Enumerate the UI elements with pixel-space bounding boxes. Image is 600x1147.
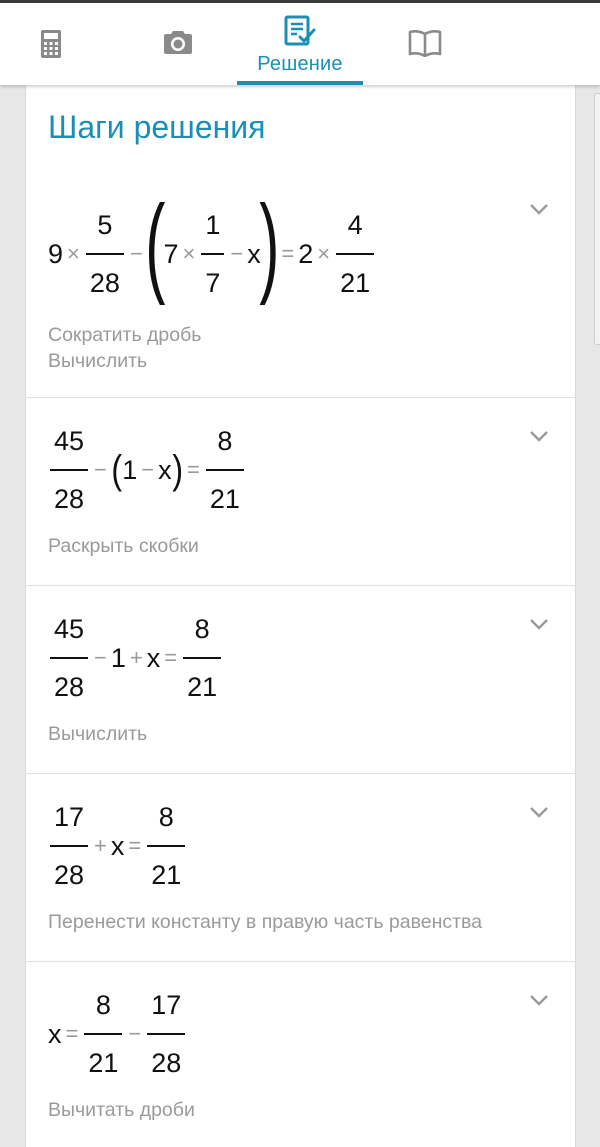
operator: − [141,457,155,482]
step-description-line: Раскрыть скобки [48,535,199,557]
left-paren: ( [111,448,122,492]
denominator: 28 [54,860,85,890]
step-description-line: Сократить дробь [48,324,202,346]
denominator: 28 [54,672,85,702]
fraction [201,210,224,298]
step-4-expression [48,796,187,896]
denominator: 21 [151,860,182,890]
variable: x [146,642,161,673]
step-description-line: Вычитать дроби [48,1099,195,1121]
fraction-bar [147,1033,185,1035]
fraction-bar [50,845,88,847]
number: 7 [163,238,179,269]
denominator: 21 [209,484,240,514]
step-3-expression [48,608,223,708]
chevron-down-icon[interactable] [529,203,549,215]
tab-camera[interactable] [115,3,241,85]
numerator: 8 [158,802,174,832]
step-5-description [48,1097,195,1123]
denominator: 21 [88,1048,119,1078]
fraction [50,614,88,702]
step-2[interactable] [26,397,577,585]
step-description-line: Перенести константу в правую часть равенства [48,911,483,933]
step-1-description [48,322,201,374]
right-paren: ) [258,183,280,306]
fraction-bar [86,253,124,255]
fraction [206,426,244,514]
fraction [84,990,122,1078]
operator: − [230,241,244,266]
fraction-bar [147,845,185,847]
step-3-description [48,721,147,747]
numerator: 8 [194,614,210,644]
operator: − [128,1021,142,1046]
step-5-expression [48,984,187,1084]
fraction-bar [183,657,221,659]
side-scroll-handle[interactable] [594,93,600,345]
equals-sign: = [128,833,142,858]
fraction-bar [84,1033,122,1035]
numerator: 17 [54,802,85,832]
left-paren: ( [145,183,166,306]
fraction-bar [201,253,224,255]
camera-icon [163,29,193,55]
step-1[interactable] [26,175,577,397]
operator: − [94,457,107,482]
fraction [147,990,185,1078]
book-icon [408,29,442,57]
numerator: 5 [97,210,113,240]
step-4[interactable] [26,773,577,961]
number: 1 [110,642,126,673]
fraction [50,426,88,514]
step-1-expression [48,183,376,315]
denominator: 28 [54,484,85,514]
equals-sign: = [281,241,295,266]
step-5[interactable] [26,961,577,1147]
numerator: 8 [217,426,233,456]
top-tab-bar [0,0,600,85]
chevron-down-icon[interactable] [529,430,549,442]
equals-sign: = [65,1021,79,1046]
numerator: 45 [54,426,85,456]
step-3[interactable] [26,585,577,773]
fraction [50,802,88,890]
fraction [147,802,185,890]
step-4-description [48,909,482,935]
right-paren: ) [171,448,183,492]
numerator: 1 [205,210,221,240]
document-check-icon [283,15,317,47]
tab-calculator[interactable] [0,3,114,85]
number: 2 [298,238,314,269]
fraction-bar [336,253,374,255]
numerator: 17 [151,990,182,1020]
fraction-bar [50,657,88,659]
active-tab-indicator [237,81,363,85]
step-2-expression [48,420,246,520]
denominator: 21 [187,672,218,702]
numerator: 45 [54,614,85,644]
fraction [336,210,374,298]
numerator: 8 [95,990,111,1020]
denominator: 21 [340,268,371,298]
fraction [183,614,221,702]
operator: + [129,645,143,670]
equals-sign: = [186,457,200,482]
steps-title: Шаги решения [48,109,266,145]
operator: × [182,241,196,266]
operator: + [94,833,107,858]
denominator: 28 [151,1048,182,1078]
variable: x [48,1018,62,1049]
fraction-bar [206,469,244,471]
chevron-down-icon[interactable] [529,806,549,818]
denominator: 7 [205,268,221,298]
tab-book[interactable] [362,3,488,85]
numerator: 4 [347,210,363,240]
number: 9 [48,238,64,269]
fraction [86,210,124,298]
step-description-line: Вычислить [48,723,148,745]
fraction-bar [50,469,88,471]
step-description-line: Вычислить [48,350,148,372]
solution-steps-card [25,85,576,1147]
operator: − [129,241,143,266]
denominator: 28 [89,268,120,298]
chevron-down-icon[interactable] [529,618,549,630]
tab-solution-label: Решение [257,53,343,75]
operator: − [94,645,107,670]
operator: × [317,241,331,266]
variable: x [247,238,261,269]
variable: x [110,830,125,861]
step-2-description [48,533,199,559]
operator: × [67,241,80,266]
variable: x [158,454,172,485]
chevron-down-icon[interactable] [529,994,549,1006]
number: 1 [122,454,138,485]
equals-sign: = [164,645,178,670]
calculator-icon [40,29,62,59]
tab-solution[interactable] [237,3,363,85]
